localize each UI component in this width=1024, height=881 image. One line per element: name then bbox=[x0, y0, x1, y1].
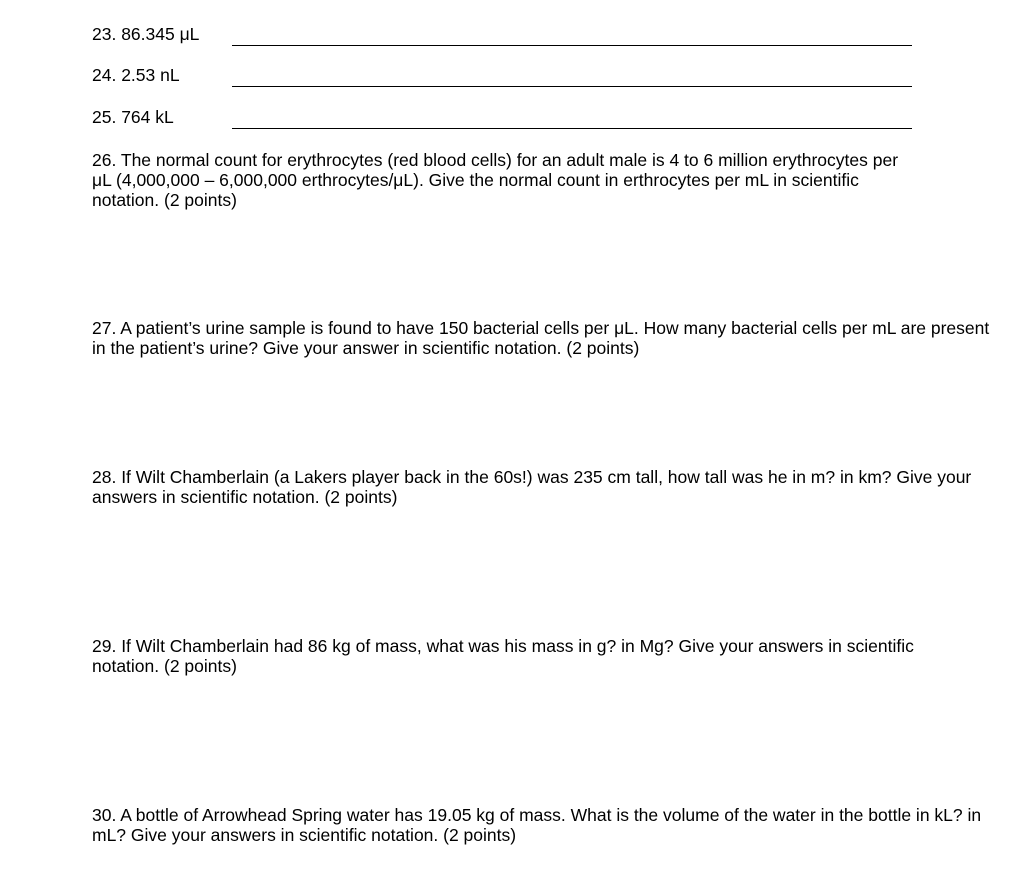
question-23-label: 23. 86.345 μL bbox=[92, 24, 200, 44]
answer-blank-25[interactable] bbox=[232, 128, 912, 129]
question-27: 27. A patient’s urine sample is found to have 150 bacterial cells per μL. How many bacterial cells per mL are present in the patient’s urine? Give your answer in scientific notation. (2 points) bbox=[92, 318, 990, 358]
question-25-label: 25. 764 kL bbox=[92, 107, 174, 127]
question-25 bbox=[92, 108, 912, 132]
question-29: 29. If Wilt Chamberlain had 86 kg of mass, what was his mass in g? in Mg? Give your answers in scientific notation. (2 points) bbox=[92, 636, 914, 676]
answer-blank-24[interactable] bbox=[232, 86, 912, 87]
question-30: 30. A bottle of Arrowhead Spring water has 19.05 kg of mass. What is the volume of the water in the bottle in kL? in mL? Give your answers in scientific notation. (2 points) bbox=[92, 805, 982, 845]
question-28: 28. If Wilt Chamberlain (a Lakers player back in the 60s!) was 235 cm tall, how tall was he in m? in km? Give your answers in scientific notation. (2 points) bbox=[92, 467, 972, 507]
question-23 bbox=[92, 25, 912, 49]
question-26: 26. The normal count for erythrocytes (red blood cells) for an adult male is 4 to 6 million erythrocytes per μL (4,000,000 – 6,000,000 erthrocytes/μL). Give the normal count in erthrocytes per mL in scientific notation. (2 points) bbox=[92, 150, 899, 210]
answer-blank-23[interactable] bbox=[232, 45, 912, 46]
question-24 bbox=[92, 66, 912, 90]
question-24-label: 24. 2.53 nL bbox=[92, 65, 180, 85]
